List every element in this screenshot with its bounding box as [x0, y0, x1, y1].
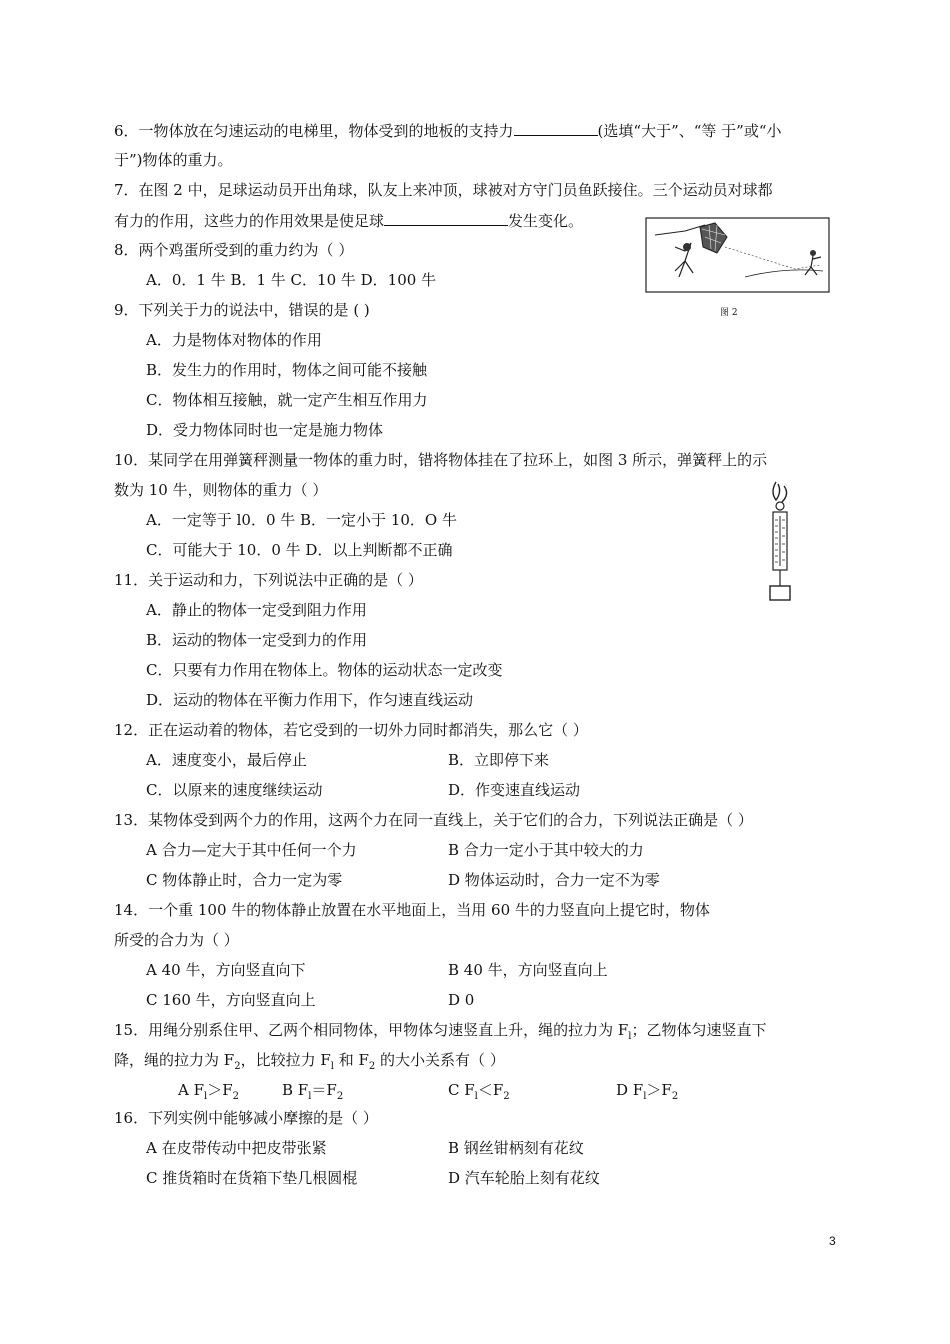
q12-option-b: B．立即停下来	[448, 751, 550, 769]
q10-line1: 10．某同学在用弹簧秤测量一物体的重力时，错将物体挂在了拉环上，如图 3 所示，弹簧秤上的示	[114, 451, 768, 469]
q16-option-a: A 在皮带传动中把皮带张紧	[146, 1139, 327, 1157]
q6-answer-blank[interactable]	[514, 120, 598, 136]
q15-f2-subscript-2: 2	[368, 1061, 376, 1072]
q10-options-ab: A．一定等于 l0．0 牛 B．一定小于 10．O 牛	[146, 511, 457, 529]
q11-option-a: A．静止的物体一定受到阻力作用	[146, 601, 367, 619]
q16-stem: 16．下列实例中能够减小摩擦的是（ ）	[114, 1109, 378, 1127]
q15-d-sub2: 2	[671, 1091, 679, 1102]
q15-line2	[114, 1050, 505, 1077]
q12-stem: 12．正在运动着的物体，若它受到的一切外力同时都消失，那么它（ ）	[114, 721, 588, 739]
q12-option-a: A．速度变小，最后停止	[146, 751, 307, 769]
q10-options-cd: C．可能大于 10．0 牛 D．以上判断都不正确	[146, 541, 453, 559]
q15-b-sub2: 2	[336, 1091, 344, 1102]
q9-stem: 9．下列关于力的说法中，错误的是 ( )	[114, 301, 370, 319]
q12-option-c: C．以原来的速度继续运动	[146, 781, 323, 799]
q15-f1-subscript-2: l	[330, 1061, 334, 1072]
q7-line1: 7．在图 2 中，足球运动员开出角球，队友上来冲顶，球被对方守门员鱼跃接住。三个运动员对球都	[114, 181, 773, 199]
q7-text-b: 发生变化。	[508, 212, 584, 230]
q15-option-a	[178, 1080, 239, 1107]
q12-option-d: D．作变速直线运动	[448, 781, 581, 799]
q15-l2-text-a: 降，绳的拉力为 F	[114, 1051, 235, 1069]
q15-l2-text-c: 和 F	[333, 1051, 369, 1069]
figure-2-caption: 图 2	[720, 308, 738, 318]
q11-option-b: B．运动的物体一定受到力的作用	[146, 631, 368, 649]
q16-option-d: D 汽车轮胎上刻有花纹	[448, 1169, 600, 1187]
q9-option-a: A．力是物体对物体的作用	[146, 331, 322, 349]
figure-2-soccer-image	[645, 217, 830, 293]
q15-c-sub1: l	[474, 1091, 478, 1102]
q14-line1: 14．一个重 100 牛的物体静止放置在水平地面上，当用 60 牛的力竖直向上提它时，物体	[114, 901, 710, 919]
q16-option-c: C 推货箱时在货箱下垫几根圆棍	[146, 1169, 358, 1187]
q15-c-f2: ＜F	[477, 1081, 504, 1099]
q15-a-sub2: 2	[232, 1091, 240, 1102]
q15-a-sub1: l	[204, 1091, 208, 1102]
q16-option-b: B 钢丝钳柄刻有花纹	[448, 1139, 584, 1157]
q15-line1	[114, 1020, 767, 1047]
q15-a-f2: ＞F	[207, 1081, 233, 1099]
q9-option-c: C．物体相互接触，就一定产生相互作用力	[146, 391, 428, 409]
q15-b-f2: ＝F	[311, 1081, 337, 1099]
q15-b-sub1: l	[308, 1091, 312, 1102]
q15-b-f: B F	[282, 1081, 309, 1099]
q15-l1-text-a: 15．用绳分别系住甲、乙两个相同物体，甲物体匀速竖直上升，绳的拉力为 F	[114, 1021, 629, 1039]
q9-option-d: D．受力物体同时也一定是施力物体	[146, 421, 384, 439]
q15-d-f: D F	[616, 1081, 644, 1099]
q8-options: A．0．1 牛 B．1 牛 C．10 牛 D．100 牛	[146, 271, 437, 289]
q11-option-c: C．只要有力作用在物体上。物体的运动状态一定改变	[146, 661, 503, 679]
q7-line2	[114, 210, 583, 231]
q13-option-b: B 合力一定小于其中较大的力	[448, 841, 644, 859]
q13-stem: 13．某物体受到两个力的作用，这两个力在同一直线上，关于它们的合力，下列说法正确是（ ）	[114, 811, 753, 829]
q15-option-c	[448, 1080, 510, 1107]
q13-option-a: A 合力—定大于其中任何一个力	[146, 841, 357, 859]
q7-answer-blank[interactable]	[384, 210, 508, 226]
q14-option-b: B 40 牛，方向竖直向上	[448, 961, 608, 979]
q13-option-c: C 物体静止时，合力一定为零	[146, 871, 343, 889]
q15-d-f2: ＞F	[646, 1081, 672, 1099]
q10-line2: 数为 10 牛，则物体的重力（ ）	[114, 481, 328, 499]
q14-option-d: D 0	[448, 991, 475, 1009]
q15-l2-text-d: 的大小关系有（ ）	[375, 1051, 505, 1069]
q6-line1	[114, 120, 782, 141]
q6-text-a: 6．一物体放在匀速运动的电梯里，物体受到的地板的支持力	[114, 122, 514, 140]
q8-stem: 8．两个鸡蛋所受到的重力约为（ ）	[114, 241, 354, 259]
q14-option-c: C 160 牛，方向竖直向上	[146, 991, 316, 1009]
q14-option-a: A 40 牛，方向竖直向下	[146, 961, 306, 979]
q15-option-b	[282, 1080, 343, 1107]
q6-line2: 于”)物体的重力。	[114, 151, 233, 169]
q15-c-sub2: 2	[503, 1091, 510, 1102]
q15-l2-text-b: ，比较拉力 F	[240, 1051, 331, 1069]
q9-option-b: B．发生力的作用时，物体之间可能不接触	[146, 361, 428, 379]
figure-3-spring-scale-image	[762, 478, 798, 605]
q15-c-f: C F	[448, 1081, 475, 1099]
q15-option-d	[616, 1080, 678, 1107]
q11-option-d: D．运动的物体在平衡力作用下，作匀速直线运动	[146, 691, 474, 709]
q15-f1-subscript: l	[628, 1031, 632, 1042]
q15-l1-text-b: ；乙物体匀速竖直下	[631, 1021, 767, 1039]
q13-option-d: D 物体运动时，合力一定不为零	[448, 871, 660, 889]
page-number: 3	[829, 1234, 836, 1248]
q11-stem: 11．关于运动和力，下列说法中正确的是（ ）	[114, 571, 423, 589]
q15-f2-subscript: 2	[234, 1061, 241, 1072]
q14-line2: 所受的合力为（ ）	[114, 931, 239, 949]
q15-a-f: A F	[178, 1081, 205, 1099]
q7-text-a: 有力的作用，这些力的作用效果是使足球	[114, 212, 385, 230]
q6-text-b: (选填“大于”、“等 于”或“小	[597, 122, 782, 140]
q15-d-sub1: l	[643, 1091, 647, 1102]
